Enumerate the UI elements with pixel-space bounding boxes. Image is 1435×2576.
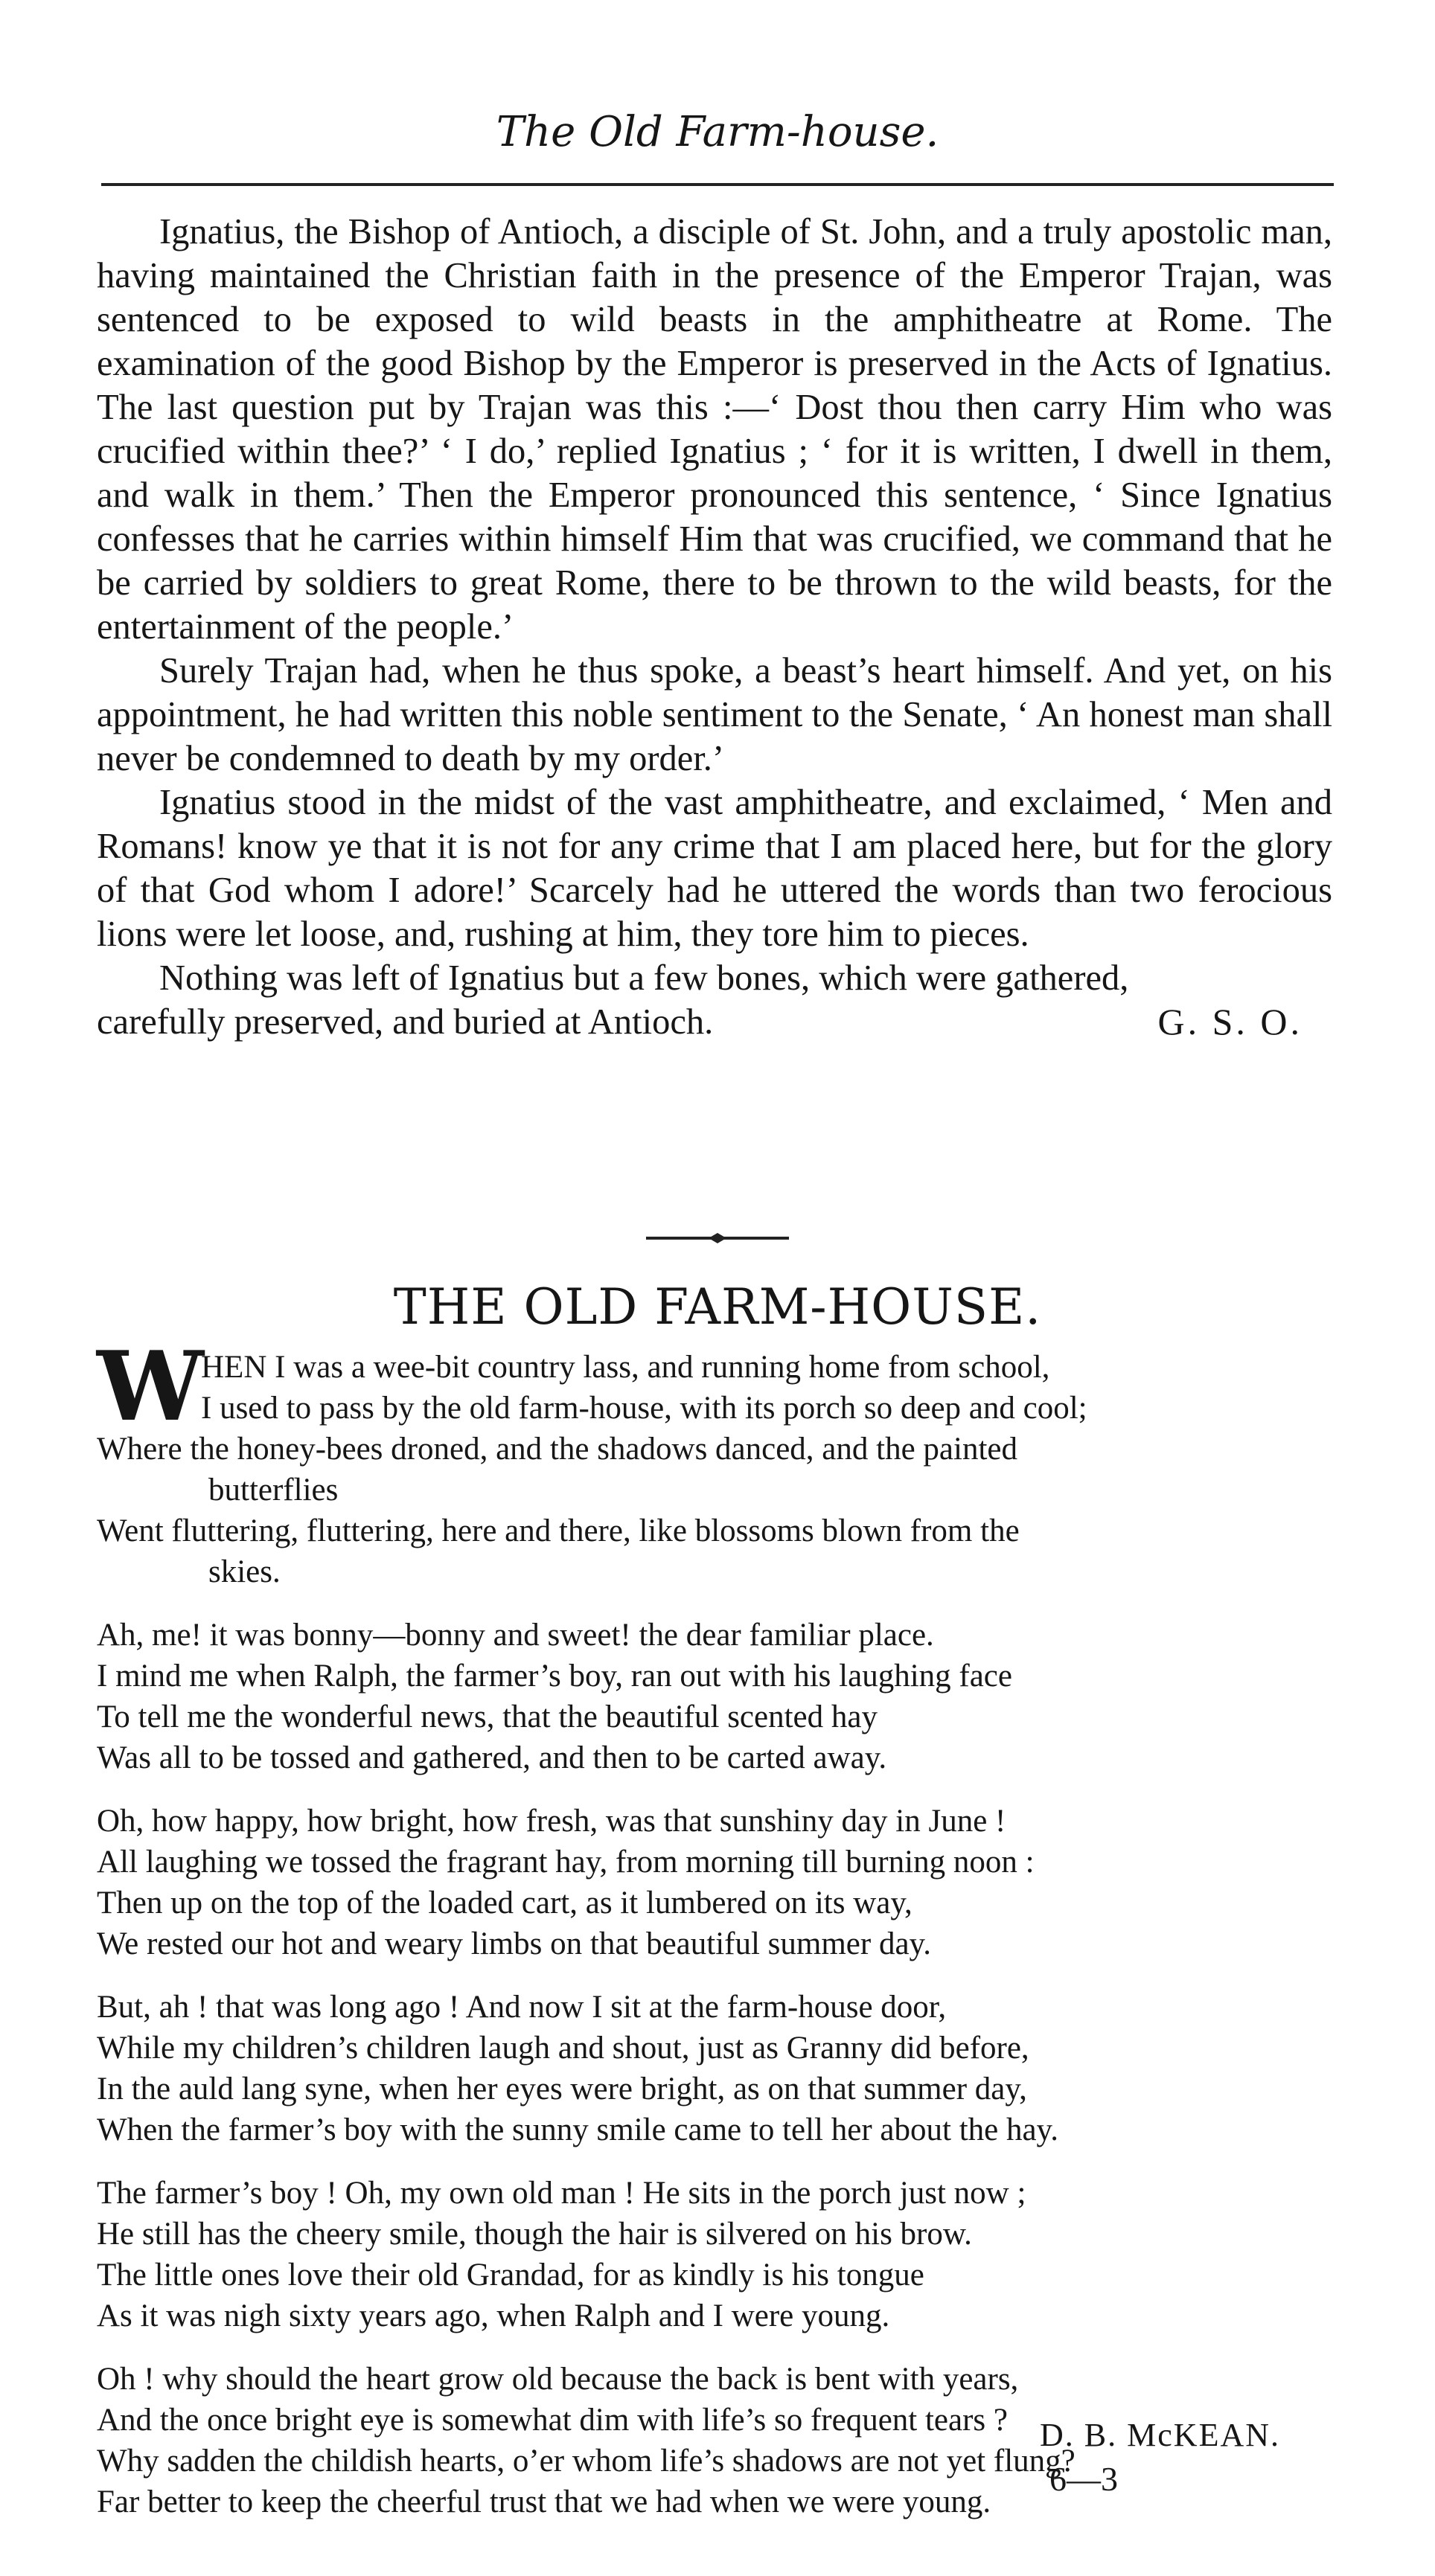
signature-mark: 6—3 [1049, 2460, 1118, 2498]
poem-line: As it was nigh sixty years ago, when Ralph and I were young. [97, 2298, 890, 2333]
poem-line: And the once bright eye is somewhat dim with life’s so frequent tears ? [97, 2403, 1008, 2438]
poem-title: THE OLD FARM-HOUSE. [393, 1278, 1042, 1336]
poem-line: When the farmer’s boy with the sunny smile came to tell her about the hay. [97, 2112, 1059, 2147]
paragraph: Ignatius, the Bishop of Antioch, a disciple of St. John, and a truly apostolic man, having maintained the Christian faith in the presence of the Emperor Trajan, was sentenced to be exposed to wild beasts in the amphitheatre at Rome. The examination of the good Bishop by the Emperor is preserved in the Acts of Ignatius. The last question put by Trajan was this :—‘ Dost thou then carry Him who was crucified within thee?’ ‘ I do,’ replied Ignatius ; ‘ for it is written, I dwell in them, and walk in them.’ Then the Emperor pronounced this sentence, ‘ Since Ignatius confesses that he carries within himself Him that was crucified, we command that he be carried by soldiers to great Rome, there to be thrown to the wild beasts, for the entertainment of the people.’ [97, 212, 1332, 647]
header-rule [101, 183, 1334, 186]
prose-signoff [97, 1000, 1332, 1044]
poem-line: Was all to be tossed and gathered, and then to be carted away. [97, 1740, 887, 1775]
poem-line: Oh ! why should the heart grow old because the back is bent with years, [97, 2362, 1019, 2397]
poem-stanza [97, 1987, 1355, 2150]
poem-line-continuation: butterflies [208, 1473, 339, 1508]
poem-line: I mind me when Ralph, the farmer’s boy, ran out with his laughing face [97, 1659, 1012, 1694]
poem-line: Oh, how happy, how bright, how fresh, was that sunshiny day in June ! [97, 1804, 1006, 1839]
poem [97, 1331, 1355, 2545]
poem-line: HEN I was a wee-bit country lass, and running home from school, [201, 1350, 1050, 1385]
poem-line: I used to pass by the old farm-house, with its porch so deep and cool; [201, 1391, 1087, 1426]
running-head: The Old Farm-house. [496, 108, 939, 156]
paragraph: Surely Trajan had, when he thus spoke, a beast’s heart himself. And yet, on his appointment, he had written this noble sentiment to the Senate, ‘ An honest man shall never be condemned to death by my order.’ [97, 651, 1332, 778]
poem-stanza [97, 2173, 1355, 2336]
prose-section [97, 210, 1332, 1044]
poem-line: We rested our hot and weary limbs on that beautiful summer day. [97, 1926, 932, 1961]
poem-line: Far better to keep the cheerful trust that we had when we were young. [97, 2484, 991, 2519]
poem-line: Why sadden the childish hearts, o’er whom life’s shadows are not yet flung? [97, 2444, 1076, 2479]
poem-line: The farmer’s boy ! Oh, my own old man ! He sits in the porch just now ; [97, 2176, 1026, 2211]
prose-signature: G. S. O. [1157, 1001, 1303, 1042]
poem-line-continuation: skies. [208, 1554, 281, 1589]
poem-line: Ah, me! it was bonny—bonny and sweet! the dear familiar place. [97, 1618, 934, 1653]
poem-line: Went fluttering, fluttering, here and there, like blossoms blown from the [97, 1513, 1020, 1548]
poem-line: He still has the cheery smile, though the hair is silvered on his brow. [97, 2217, 972, 2252]
poem-line: But, ah ! that was long ago ! And now I sit at the farm-house door, [97, 1990, 947, 2025]
poem-line: Where the honey-bees droned, and the shadows danced, and the painted [97, 1432, 1017, 1467]
poem-stanza [97, 1615, 1355, 1778]
poem-line: While my children’s children laugh and shout, just as Granny did before, [97, 2031, 1029, 2066]
poem-line: To tell me the wonderful news, that the beautiful scented hay [97, 1699, 878, 1734]
drop-cap: W [97, 1331, 204, 1443]
poem-line: In the auld lang syne, when her eyes were bright, as on that summer day, [97, 2072, 1027, 2106]
poem-line: Then up on the top of the loaded cart, as it lumbered on its way, [97, 1885, 913, 1920]
paragraph-last-line: carefully preserved, and buried at Antioch. [97, 1002, 714, 1042]
poem-line: All laughing we tossed the fragrant hay, from morning till burning noon : [97, 1845, 1035, 1880]
poem-stanza [97, 1801, 1355, 1964]
poem-stanza [97, 1331, 1355, 1592]
poem-line: The little ones love their old Grandad, for as kindly is his tongue [97, 2258, 924, 2293]
paragraph: Nothing was left of Ignatius but a few bones, which were gathered, [159, 958, 1129, 998]
poem-author: D. B. McKEAN. [1040, 2417, 1280, 2453]
section-ornament [643, 1232, 792, 1244]
paragraph: Ignatius stood in the midst of the vast amphitheatre, and exclaimed, ‘ Men and Romans! know ye that it is not for any crime that I am placed here, but for the glory of that God whom I adore!’ Scarcely had he uttered the words than two ferocious lions were let loose, and, rushing at him, they tore him to pieces. [97, 783, 1332, 954]
